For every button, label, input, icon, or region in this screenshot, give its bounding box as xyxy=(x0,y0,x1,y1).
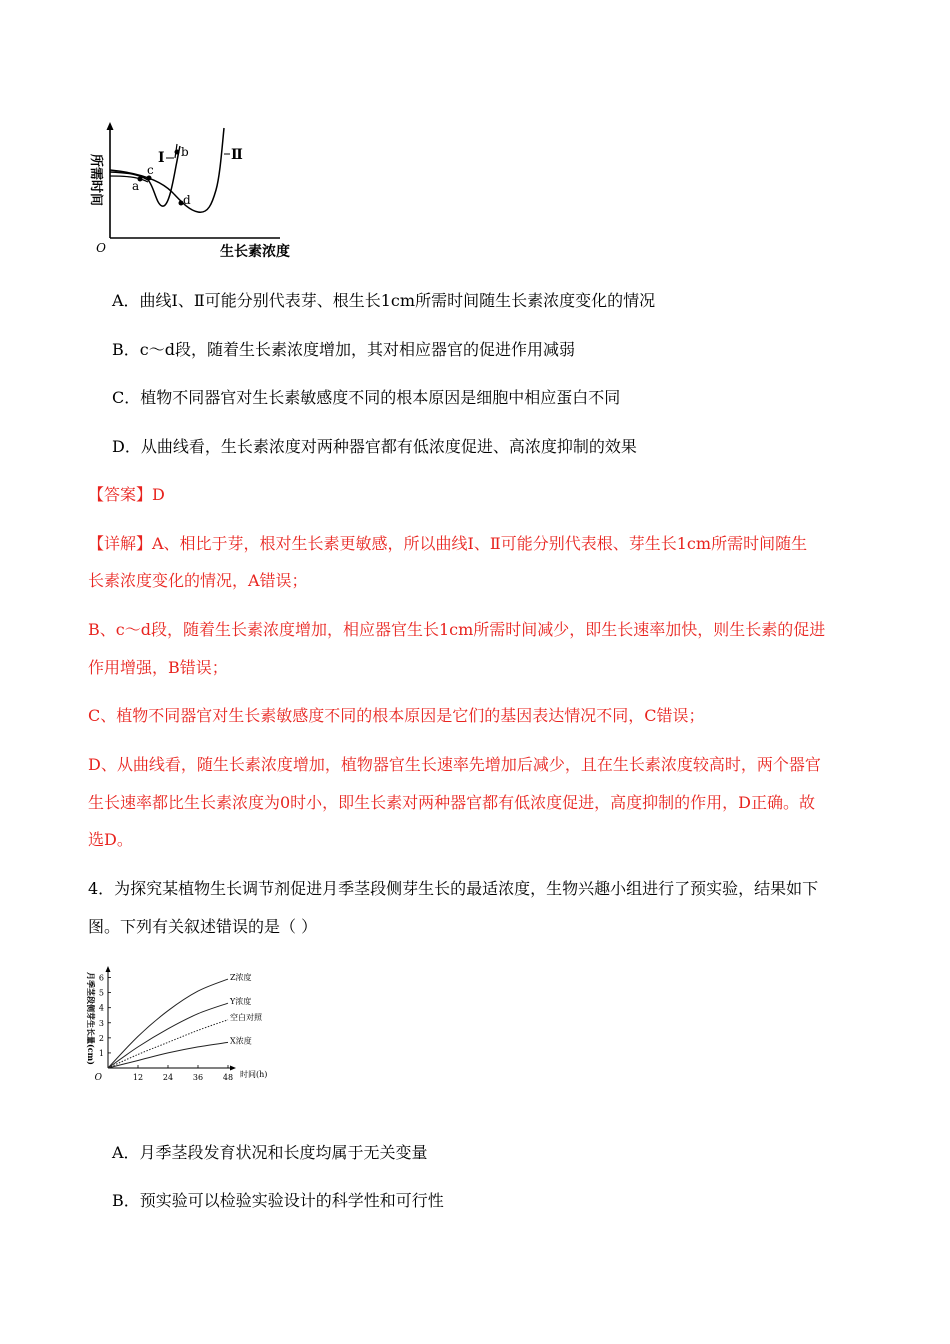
q3-detail-line-8: 选D。 xyxy=(88,830,133,849)
chart-x-arrow xyxy=(230,1066,236,1071)
fig1-origin: O xyxy=(96,241,106,255)
q3-option-a: A．曲线Ⅰ、Ⅱ可能分别代表芽、根生长1cm所需时间随生长素浓度变化的情况 xyxy=(112,291,656,310)
chart-y-tick-label: 5 xyxy=(98,988,104,998)
q3-detail-line-2: 长素浓度变化的情况，A错误； xyxy=(88,571,308,590)
q3-answer: 【答案】D xyxy=(88,485,165,504)
chart-y-arrow xyxy=(106,966,111,972)
q4-option-a: A．月季茎段发育状况和长度均属于无关变量 xyxy=(112,1143,428,1162)
chart-series-label: Y浓度 xyxy=(230,997,252,1007)
chart-series-label: 空白对照 xyxy=(230,1012,262,1022)
fig1-curve-2 xyxy=(110,128,224,212)
chart-y-tick-label: 6 xyxy=(98,973,104,983)
fig1-label-curve-2: Ⅱ xyxy=(231,147,243,163)
q3-option-b: B．c～d段，随着生长素浓度增加，其对相应器官的促进作用减弱 xyxy=(112,340,575,359)
q4-option-b: B．预实验可以检验实验设计的科学性和可行性 xyxy=(112,1191,444,1210)
fig1-xlabel: 生长素浓度 xyxy=(220,244,290,260)
chart-origin: O xyxy=(94,1073,102,1083)
q3-detail-line-7: 生长速率都比生长素浓度为0时小，即生长素对两种器官都有低浓度促进，高度抑制的作用，D正确。故 xyxy=(88,793,816,812)
fig1-label-curve-1: Ⅰ xyxy=(158,150,165,166)
fig1-label-b: b xyxy=(181,145,189,159)
q3-detail-line-6: D、从曲线看，随生长素浓度增加，植物器官生长速率先增加后减少，且在生长素浓度较高时，两个器官 xyxy=(88,755,821,774)
chart-series-line xyxy=(108,1020,228,1068)
fig1-point-b xyxy=(175,150,180,155)
figure-2-chart xyxy=(82,964,282,1089)
q4-stem-line-2: 图。下列有关叙述错误的是（ ） xyxy=(88,917,318,936)
chart-y-tick-label: 2 xyxy=(98,1033,104,1043)
q3-option-d: D．从曲线看，生长素浓度对两种器官都有低浓度促进、高浓度抑制的效果 xyxy=(112,437,637,456)
figure-1 xyxy=(80,118,310,263)
q3-detail-line-3: B、c～d段，随着生长素浓度增加，相应器官生长1cm所需时间减少，即生长速率加快，则生长素的促进 xyxy=(88,620,826,639)
chart-y-tick-label: 4 xyxy=(98,1003,104,1013)
chart-x-tick-label: 12 xyxy=(132,1073,144,1082)
fig1-label-d: d xyxy=(183,193,191,207)
chart-y-tick-label: 1 xyxy=(98,1048,104,1058)
chart-y-tick-label: 3 xyxy=(98,1018,104,1028)
fig1-label-a: a xyxy=(132,179,140,193)
q3-option-c: C．植物不同器官对生长素敏感度不同的根本原因是细胞中相应蛋白不同 xyxy=(112,388,621,407)
chart-xlabel: 时间(h) xyxy=(240,1070,268,1079)
q3-detail-line-1: 【详解】A、相比于芽，根对生长素更敏感，所以曲线Ⅰ、Ⅱ可能分别代表根、芽生长1cm所需时间随生 xyxy=(88,534,808,553)
q3-detail-line-5: C、植物不同器官对生长素敏感度不同的根本原因是它们的基因表达情况不同，C错误； xyxy=(88,706,705,725)
chart-x-tick-label: 36 xyxy=(192,1073,204,1082)
chart-x-tick-label: 48 xyxy=(222,1073,234,1082)
chart-series-label: X浓度 xyxy=(230,1036,252,1046)
chart-ylabel: 月季茎段侧芽生长量(cm) xyxy=(86,972,96,1065)
q3-detail-line-4: 作用增强，B错误； xyxy=(88,658,228,677)
fig1-y-arrow xyxy=(107,122,114,130)
chart-x-tick-label: 24 xyxy=(162,1073,174,1082)
fig1-label-c: c xyxy=(147,163,154,177)
chart-series-label: Z浓度 xyxy=(230,973,252,983)
chart-series-line xyxy=(108,1003,228,1068)
q4-stem-line-1: 4．为探究某植物生长调节剂促进月季茎段侧芽生长的最适浓度，生物兴趣小组进行了预实验，结果如下 xyxy=(88,879,819,898)
fig1-ylabel: 所需时间 xyxy=(88,154,103,207)
